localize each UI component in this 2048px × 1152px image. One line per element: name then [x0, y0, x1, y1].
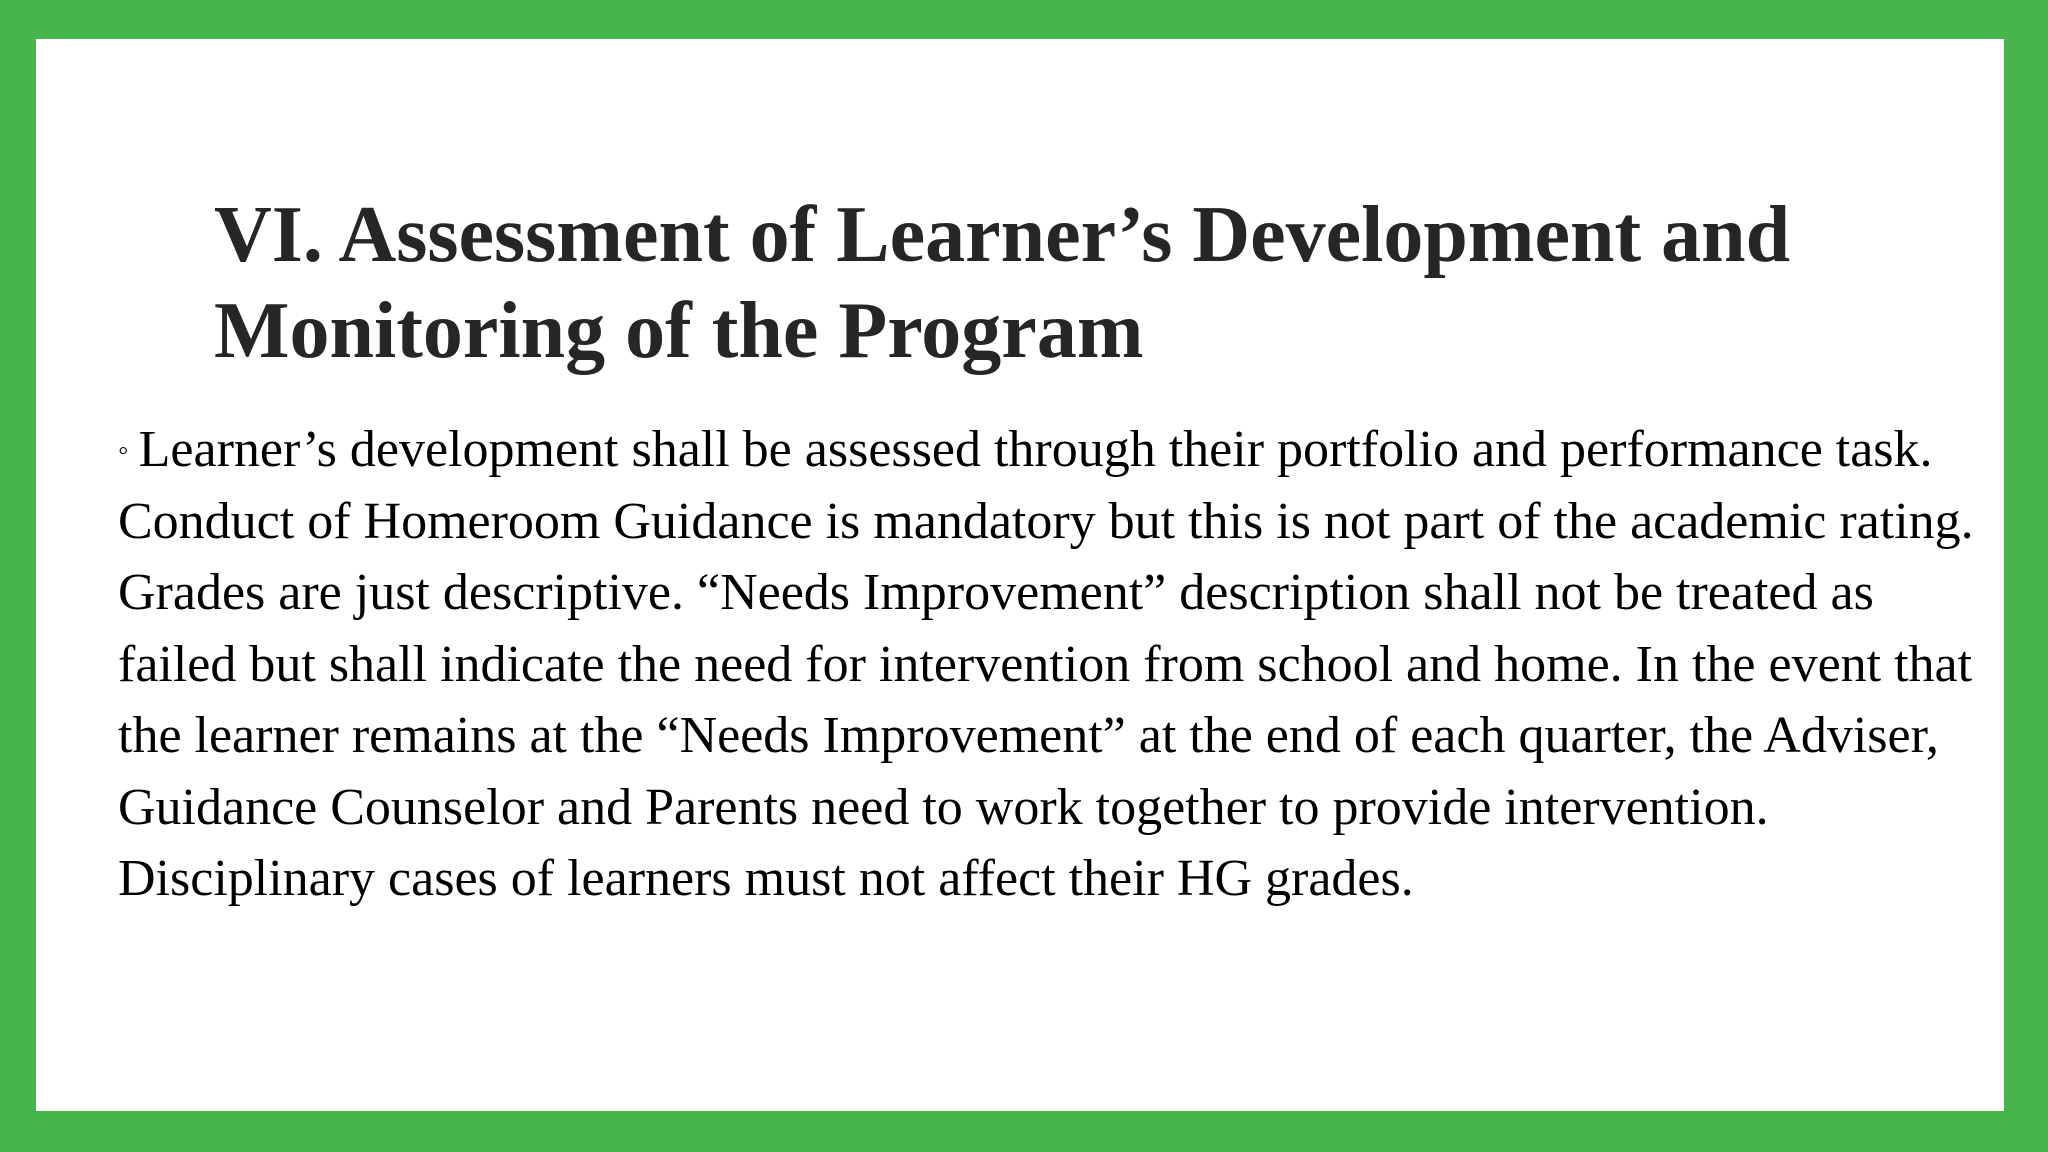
- slide-title: VI. Assessment of Learner’s Development and Monitoring of the Program: [214, 191, 1791, 375]
- bullet-text: Learner’s development shall be assessed through their portfolio and performance task. Conduct of Homeroom Guidance is mandatory but this is not part of the academic rating. Grades are just descriptive. “Needs Improvement” description shall not be treated as failed but shall indicate the need for intervention from school and home. In the event that the learner remains at the “Needs Improvement” at the end of each quarter, the Adviser, Guidance Counselor and Parents need to work together to provide intervention. Disciplinary cases of learners must not affect their HG grades.: [118, 421, 1974, 907]
- bullet-paragraph: [118, 414, 1978, 915]
- hollow-bullet-icon: ◦: [118, 434, 129, 467]
- slide-content-area: [36, 39, 2004, 1111]
